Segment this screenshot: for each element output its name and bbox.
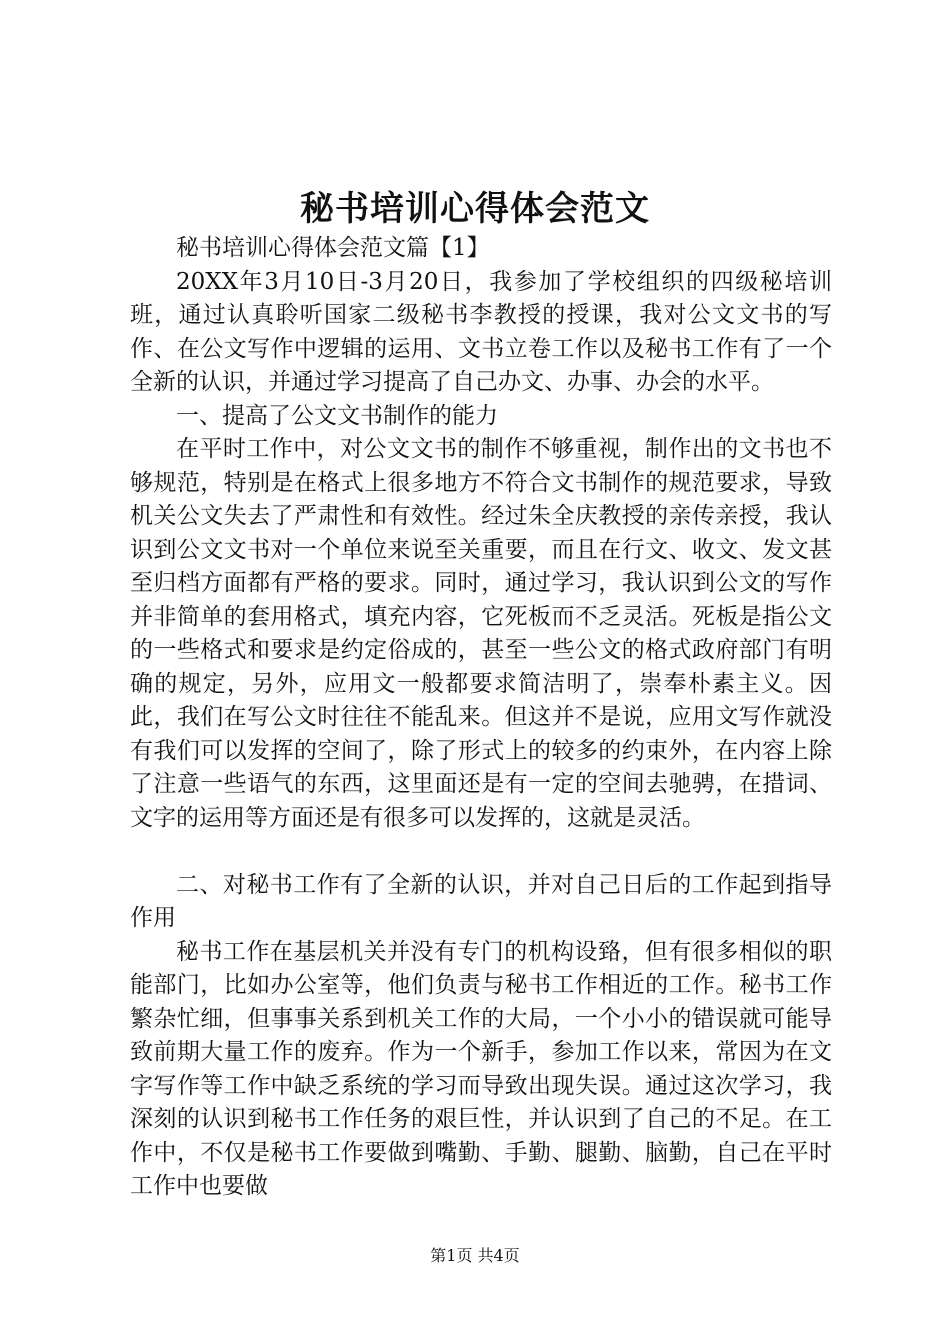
body-paragraph: 秘书工作在基层机关并没有专门的机构设臵，但有很多相似的职能部门，比如办公室等，他们负责与秘书工作相近的工作。秘书工作繁杂忙细，但事事关系到机关工作的大局，一个小小的错误就可能导致前期大量工作的废弃。作为一个新手，参加工作以来，常因为在文字写作等工作中缺乏系统的学习而导致出现失误。通过这次学习，我深刻的认识到秘书工作任务的艰巨性，并认识到了自己的不足。在工作中，不仅是秘书工作要做到嘴勤、手勤、腿勤、脑勤，自己在平时工作中也要做 xyxy=(130,938,832,1199)
body-paragraph: 20XX年3月10日-3月20日，我参加了学校组织的四级秘培训班，通过认真聆听国家二级秘书李教授的授课，我对公文文书的写作、在公文写作中逻辑的运用、文书立卷工作以及秘书工作有了一个全新的认识，并通过学习提高了自己办文、办事、办会的水平。 xyxy=(130,268,832,395)
page-footer: 第1页 共4页 xyxy=(430,1246,520,1265)
body-paragraph: 在平时工作中，对公文文书的制作不够重视，制作出的文书也不够规范，特别是在格式上很多地方不符合文书制作的规范要求，导致机关公文失去了严肃性和有效性。经过朱全庆教授的亲传亲授，我认识到公文文书对一个单位来说至关重要，而且在行文、收文、发文甚至归档方面都有严格的要求。同时，通过学习，我认识到公文的写作并非简单的套用格式，填充内容，它死板而不乏灵活。死板是指公文的一些格式和要求是约定俗成的，甚至一些公文的格式政府部门有明确的规定，另外，应用文一般都要求简洁明了，崇奉朴素主义。因此，我们在写公文时往往不能乱来。但这并不是说，应用文写作就没有我们可以发挥的空间了，除了形式上的较多的约束外，在内容上除了注意一些语气的东西，这里面还是有一定的空间去驰骋，在措词、文字的运用等方面还是有很多可以发挥的，这就是灵活。 xyxy=(130,436,832,831)
paragraph-spacer xyxy=(130,835,832,869)
subsection-heading: 一、提高了公文文书制作的能力 xyxy=(176,402,498,429)
section-heading: 秘书培训心得体会范文篇【1】 xyxy=(176,235,490,261)
document-body xyxy=(130,232,832,1204)
subsection-heading: 二、对秘书工作有了全新的认识，并对自己日后的工作起到指导作用 xyxy=(130,871,832,931)
document-title: 秘书培训心得体会范文 xyxy=(300,189,650,229)
